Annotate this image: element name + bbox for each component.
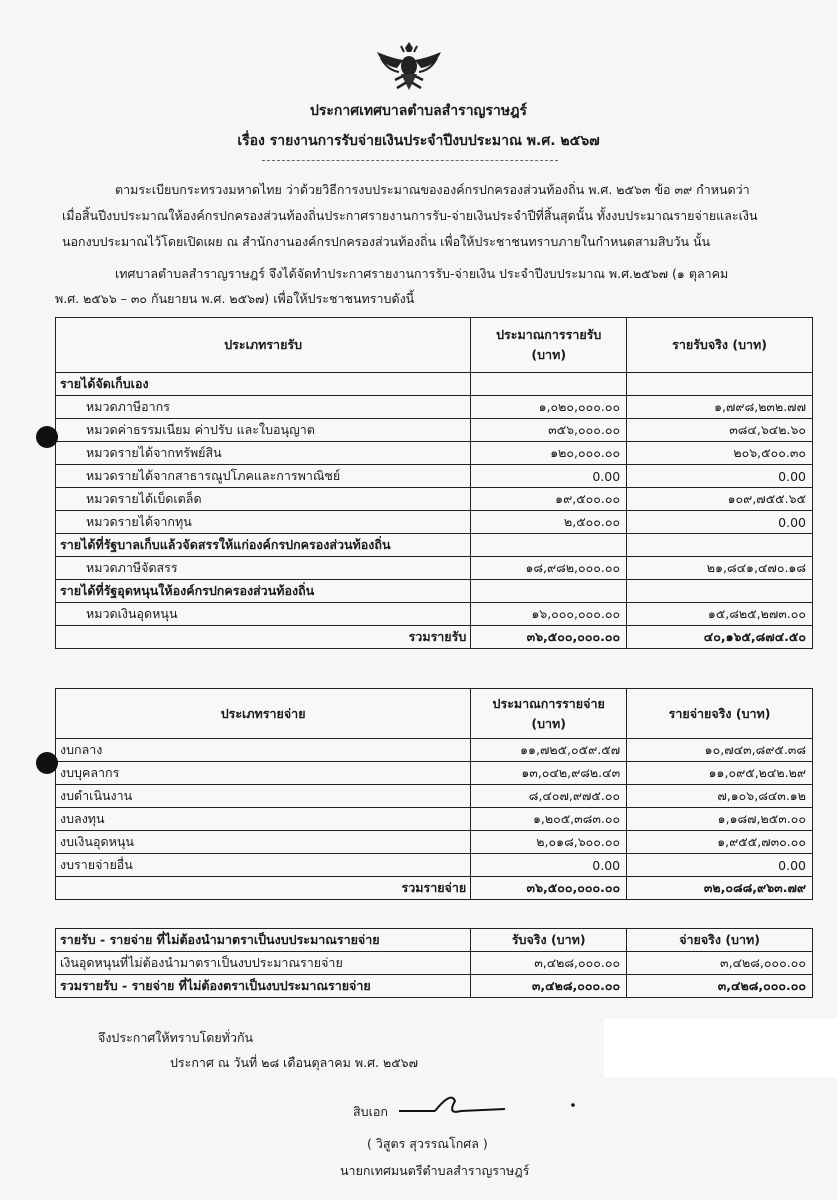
signature-mark (395, 1085, 585, 1125)
row-label: หมวดภาษีอากร (56, 396, 471, 419)
row-label: งบดำเนินงาน (56, 785, 471, 808)
actual-cell: ๑,๑๘๗,๒๕๓.๐๐ (627, 808, 813, 831)
intro-paragraph-line: พ.ศ. ๒๕๖๖ – ๓๐ กันยายน พ.ศ. ๒๕๖๗) เพื่อให้ประชาชนทราบดังนี้ (55, 291, 415, 306)
column-header-line: (บาท) (531, 347, 567, 362)
row-label: งบรายจ่ายอื่น (56, 854, 471, 877)
total-row (56, 877, 813, 900)
total-actual: ๓๒,๐๘๘,๙๖๓.๗๙ (627, 877, 813, 900)
estimate-cell: ๒,๕๐๐.๐๐ (471, 511, 627, 534)
actual-cell: ๗,๑๐๖,๘๔๓.๑๒ (627, 785, 813, 808)
total-label: รวมรายจ่าย (56, 877, 471, 900)
actual-cell: ๑๐,๗๔๓,๘๙๕.๓๘ (627, 739, 813, 762)
estimate-cell: ๑๒๐,๐๐๐.๐๐ (471, 442, 627, 465)
actual-cell: ๓๘๔,๖๔๒.๖๐ (627, 419, 813, 442)
table-header-row (56, 689, 813, 739)
nonbudget-table (55, 928, 813, 998)
punch-hole (36, 426, 58, 448)
column-header-line: (บาท) (531, 715, 566, 731)
document-subject: เรื่อง รายงานการรับจ่ายเงินประจำปีงบประมาณ พ.ศ. ๒๕๖๗ (237, 133, 600, 149)
intro-paragraph-line: เทศบาลตำบลสำราญราษฎร์ จึงได้จัดทำประกาศรายงานการรับ-จ่ายเงิน ประจำปีงบประมาณ พ.ศ.๒๕๖๗ (๑ ตุลาคม (115, 266, 729, 281)
table-row (56, 488, 813, 511)
estimate-cell: ๑๓,๐๔๒,๙๘๒.๔๓ (471, 762, 627, 785)
actual-cell: 0.00 (627, 511, 813, 534)
expense-table (55, 688, 813, 900)
row-label: หมวดรายได้เบ็ดเตล็ด (56, 488, 471, 511)
column-header-line: ประมาณการรายรับ (496, 327, 602, 342)
column-header: รับจริง (บาท) (471, 929, 627, 952)
column-header: รายรับ - รายจ่าย ที่ไม่ต้องนำมาตราเป็นงบประมาณรายจ่าย (56, 929, 471, 952)
column-header: รายจ่ายจริง (บาท) (627, 689, 813, 739)
actual-cell: ๑๐๙,๗๕๕.๖๕ (627, 488, 813, 511)
total-estimate: ๓๖,๕๐๐,๐๐๐.๐๐ (471, 626, 627, 649)
table-header-row (56, 929, 813, 952)
table-row (56, 396, 813, 419)
table-row (56, 952, 813, 975)
actual-cell: ๒๑,๘๔๑,๔๗๐.๑๘ (627, 557, 813, 580)
table-row (56, 511, 813, 534)
column-header-line: ประมาณการรายจ่าย (492, 695, 605, 711)
actual-cell: ๑,๗๙๘,๒๓๒.๗๗ (627, 396, 813, 419)
income-table (55, 317, 813, 649)
estimate-cell: ๘,๔๐๗,๙๗๕.๐๐ (471, 785, 627, 808)
table-header-row (56, 318, 813, 373)
table-row (56, 739, 813, 762)
estimate-cell: ๒,๐๑๘,๖๐๐.๐๐ (471, 831, 627, 854)
signer-name: ( วิสูตร สุวรรณโกศล ) (367, 1136, 488, 1151)
group-label: รายได้ที่รัฐอุดหนุนให้องค์กรปกครองส่วนท้องถิ่น (56, 580, 471, 603)
column-header (471, 689, 627, 739)
row-label: งบเงินอุดหนุน (56, 831, 471, 854)
table-row (56, 442, 813, 465)
intro-paragraph-line: เมื่อสิ้นปีงบประมาณให้องค์กรปกครองส่วนท้องถิ่นประกาศรายงานการรับ-จ่ายเงินประจำปีที่สิ้นสุดนั้น ทั้งงบประมาณรายจ่ายและเงิน (62, 208, 758, 223)
estimate-cell: ๑๑,๗๒๕,๐๕๙.๕๗ (471, 739, 627, 762)
row-label: หมวดรายได้จากทุน (56, 511, 471, 534)
column-header: จ่ายจริง (บาท) (627, 929, 813, 952)
row-label: หมวดเงินอุดหนุน (56, 603, 471, 626)
announcement-date: ประกาศ ณ วันที่ ๒๘ เดือนตุลาคม พ.ศ. ๒๕๖๗ (170, 1055, 419, 1070)
group-label: รายได้ที่รัฐบาลเก็บแล้วจัดสรรให้แก่องค์กรปกครองส่วนท้องถิ่น (56, 534, 471, 557)
actual-cell: 0.00 (627, 854, 813, 877)
group-label: รายได้จัดเก็บเอง (56, 373, 471, 396)
total-label: รวมรายรับ - รายจ่าย ที่ไม่ต้องตราเป็นงบประมาณรายจ่าย (56, 975, 471, 998)
table-row (56, 465, 813, 488)
total-actual: ๔๐,๑๖๕,๘๗๔.๕๐ (627, 626, 813, 649)
row-label: งบบุคลากร (56, 762, 471, 785)
paid-cell: ๓,๔๒๘,๐๐๐.๐๐ (627, 952, 813, 975)
row-label: หมวดค่าธรรมเนียม ค่าปรับ และใบอนุญาต (56, 419, 471, 442)
total-estimate: ๓๖,๕๐๐,๐๐๐.๐๐ (471, 877, 627, 900)
table-row (56, 557, 813, 580)
actual-cell: ๑,๙๕๕,๗๓๐.๐๐ (627, 831, 813, 854)
actual-cell: ๑๕,๘๒๕,๒๗๓.๐๐ (627, 603, 813, 626)
column-header: ประเภทรายจ่าย (56, 689, 471, 739)
actual-cell: ๑๑,๐๙๕,๒๔๒.๒๙ (627, 762, 813, 785)
row-label: หมวดรายได้จากทรัพย์สิน (56, 442, 471, 465)
table-row (56, 808, 813, 831)
estimate-cell: ๑,๐๒๐,๐๐๐.๐๐ (471, 396, 627, 419)
intro-paragraph-line: นอกงบประมาณไว้โดยเปิดเผย ณ สำนักงานองค์กรปกครองส่วนท้องถิ่น เพื่อให้ประชาชนทราบภายในกำหนดสามสิบวัน นั้น (62, 234, 711, 249)
column-header: ประเภทรายรับ (56, 318, 471, 373)
actual-cell: ๒๐๖,๕๐๐.๓๐ (627, 442, 813, 465)
row-label: หมวดภาษีจัดสรร (56, 557, 471, 580)
table-row (56, 419, 813, 442)
table-row (56, 854, 813, 877)
table-row (56, 831, 813, 854)
estimate-cell: ๓๕๖,๐๐๐.๐๐ (471, 419, 627, 442)
estimate-cell: ๑๘,๙๘๒,๐๐๐.๐๐ (471, 557, 627, 580)
column-header: รายรับจริง (บาท) (627, 318, 813, 373)
blank-area (604, 1018, 837, 1078)
row-label: งบลงทุน (56, 808, 471, 831)
table-row (56, 762, 813, 785)
signer-rank: สิบเอก (353, 1104, 388, 1119)
total-row (56, 626, 813, 649)
estimate-cell: 0.00 (471, 854, 627, 877)
estimate-cell: 0.00 (471, 465, 627, 488)
received-cell: ๓,๔๒๘,๐๐๐.๐๐ (471, 952, 627, 975)
total-label: รวมรายรับ (56, 626, 471, 649)
title-divider (262, 160, 558, 161)
table-row (56, 603, 813, 626)
total-received: ๓,๔๒๘,๐๐๐.๐๐ (471, 975, 627, 998)
garuda-emblem-icon (373, 38, 445, 94)
punch-hole (36, 752, 58, 774)
estimate-cell: ๑๙,๕๐๐.๐๐ (471, 488, 627, 511)
intro-paragraph-line: ตามระเบียบกระทรวงมหาดไทย ว่าด้วยวิธีการงบประมาณขององค์กรปกครองส่วนท้องถิ่น พ.ศ. ๒๕๖๓ ข้อ ๓๙ กำหนดว่า (115, 182, 750, 197)
document-title: ประกาศเทศบาลตำบลสำราญราษฎร์ (309, 103, 528, 119)
actual-cell: 0.00 (627, 465, 813, 488)
column-header (471, 318, 627, 373)
row-label: งบกลาง (56, 739, 471, 762)
table-row (56, 785, 813, 808)
row-label: เงินอุดหนุนที่ไม่ต้องนำมาตราเป็นงบประมาณรายจ่าย (56, 952, 471, 975)
estimate-cell: ๑๖,๐๐๐,๐๐๐.๐๐ (471, 603, 627, 626)
closing-notice: จึงประกาศให้ทราบโดยทั่วกัน (98, 1030, 254, 1045)
total-paid: ๓,๔๒๘,๐๐๐.๐๐ (627, 975, 813, 998)
estimate-cell: ๑,๒๐๕,๓๘๓.๐๐ (471, 808, 627, 831)
row-label: หมวดรายได้จากสาธารณูปโภคและการพาณิชย์ (56, 465, 471, 488)
signer-position: นายกเทศมนตรีตำบลสำราญราษฎร์ (340, 1163, 530, 1178)
total-row (56, 975, 813, 998)
